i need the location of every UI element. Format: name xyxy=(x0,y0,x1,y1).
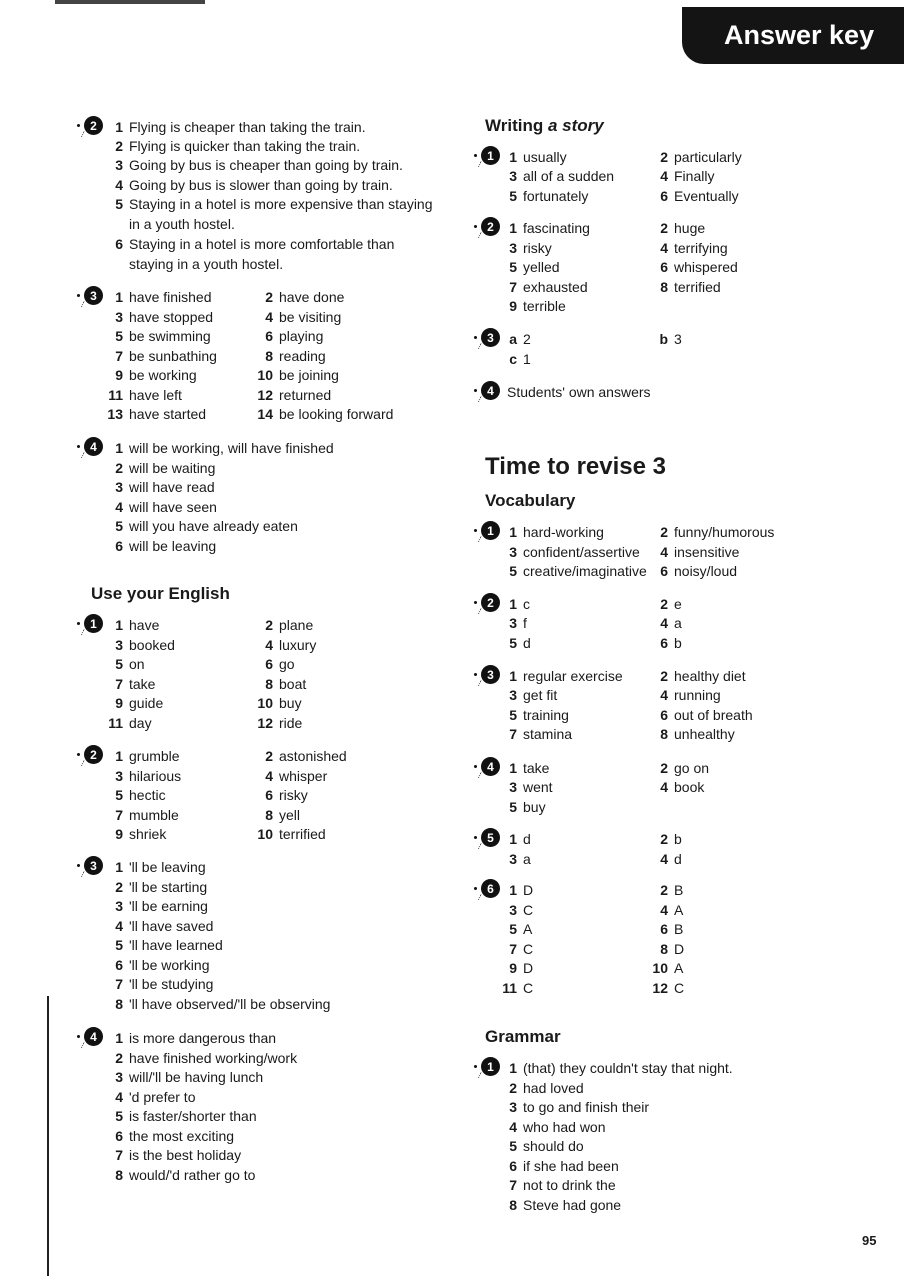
answer-item: 12 ride xyxy=(257,715,303,731)
answer-item: 1 grumble xyxy=(115,748,180,764)
answer-item: 8 unhealthy xyxy=(660,726,735,742)
tab-title: Answer key xyxy=(724,20,875,50)
exercise-badge: 1 xyxy=(84,614,103,633)
answer-item: 3 get fit xyxy=(509,687,558,703)
answer-item: 2 Flying is quicker than taking the train. xyxy=(115,138,361,154)
answer-item: 7 take xyxy=(115,676,156,692)
answer-item: 7 is the best holiday xyxy=(115,1147,242,1163)
answer-item: 6 playing xyxy=(265,328,324,344)
exercise-badge: 2 xyxy=(84,745,103,764)
answer-item: 2 will be waiting xyxy=(115,460,216,476)
answer-item: 1 have xyxy=(115,617,160,633)
answer-item: 6 if she had been xyxy=(509,1158,619,1174)
answer-item: 5 be swimming xyxy=(115,328,211,344)
exercise-badge: 3 xyxy=(84,286,103,305)
answer-item: 2 healthy diet xyxy=(660,668,746,684)
answer-item: 2 e xyxy=(660,596,682,612)
answer-item: 3 confident/assertive xyxy=(509,544,640,560)
answer-item: 5 A xyxy=(509,921,533,937)
section-heading: Use your English xyxy=(91,584,230,603)
answer-item: 2 b xyxy=(660,831,682,847)
answer-item: 2 'll be starting xyxy=(115,879,208,895)
answer-item: 8 reading xyxy=(265,348,326,364)
answer-item: 2 astonished xyxy=(265,748,347,764)
answer-item: 6 Staying in a hotel is more comfortable than staying in a youth hostel. xyxy=(115,236,395,272)
answer-item: 6 B xyxy=(660,921,684,937)
answer-item: 2 go on xyxy=(660,760,710,776)
answer-item: 6 risky xyxy=(265,787,308,803)
answer-item: 6 go xyxy=(265,656,295,672)
answer-item: 1 take xyxy=(509,760,550,776)
answer-item: 5 fortunately xyxy=(509,188,589,204)
answer-item: 2 have finished working/work xyxy=(115,1050,298,1066)
margin-bar xyxy=(47,996,49,1276)
answer-item: 7 be sunbathing xyxy=(115,348,217,364)
answer-item: 9 shriek xyxy=(115,826,167,842)
answer-item: a 2 xyxy=(509,331,531,347)
exercise-badge: 4 xyxy=(481,757,500,776)
answer-item: 3 have stopped xyxy=(115,309,214,325)
answer-item: 6 noisy/loud xyxy=(660,563,738,579)
answer-item: 5 yelled xyxy=(509,259,560,275)
answer-item: 8 would/'d rather go to xyxy=(115,1167,256,1183)
answer-item: 4 will have seen xyxy=(115,499,217,515)
answer-item: 4 'd prefer to xyxy=(115,1089,196,1105)
answer-item: 8 yell xyxy=(265,807,301,823)
answer-item: 5 'll have learned xyxy=(115,937,223,953)
section-title: Time to revise 3 xyxy=(485,453,666,480)
answer-item: 5 training xyxy=(509,707,569,723)
answer-item: 12 returned xyxy=(257,387,332,403)
answer-item: 8 'll have observed/'ll be observing xyxy=(115,996,331,1012)
answer-item: 10 buy xyxy=(257,695,302,711)
exercise-badge: 4 xyxy=(84,437,103,456)
answer-item: 2 B xyxy=(660,882,684,898)
answer-item: 1 regular exercise xyxy=(509,668,623,684)
top-rule xyxy=(55,0,205,4)
exercise-badge: 3 xyxy=(481,328,500,347)
answer-key-tab xyxy=(682,7,904,64)
exercise-badge: 3 xyxy=(481,665,500,684)
answer-item: c 1 xyxy=(509,351,531,367)
exercise-badge: 1 xyxy=(481,521,500,540)
answer-item: 1 have finished xyxy=(115,289,212,305)
answer-item: 4 terrifying xyxy=(660,240,728,256)
answer-item: 2 particularly xyxy=(660,149,742,165)
answer-item: 3 went xyxy=(509,779,553,795)
answer-item: 3 to go and finish their xyxy=(509,1099,650,1115)
answer-item: 6 will be leaving xyxy=(115,538,217,554)
answer-item: 4 whisper xyxy=(265,768,328,784)
answer-item: 3 will have read xyxy=(115,479,215,495)
answer-item: 1 'll be leaving xyxy=(115,859,206,875)
answer-item: 3 C xyxy=(509,902,534,918)
exercise-badge: 6 xyxy=(481,879,500,898)
answer-item: 5 hectic xyxy=(115,787,166,803)
answer-item: b 3 xyxy=(659,331,682,347)
answer-item: 6 b xyxy=(660,635,682,651)
answer-item: 2 plane xyxy=(265,617,314,633)
answer-item: 1 D xyxy=(509,882,534,898)
answer-item: 7 stamina xyxy=(509,726,573,742)
answer-item: Students' own answers xyxy=(507,384,651,400)
answer-item: 2 had loved xyxy=(509,1080,584,1096)
answer-item: 6 'll be working xyxy=(115,957,210,973)
answer-item: 4 who had won xyxy=(509,1119,606,1135)
section-heading: Writing a story xyxy=(485,116,604,135)
answer-item: 8 boat xyxy=(265,676,307,692)
answer-item: 5 is faster/shorter than xyxy=(115,1108,257,1124)
page-number: 95 xyxy=(862,1233,877,1248)
answer-item: 4 a xyxy=(660,615,682,631)
answer-item: 5 creative/imaginative xyxy=(509,563,647,579)
answer-item: 4 be visiting xyxy=(265,309,342,325)
answer-item: 10 be joining xyxy=(257,367,339,383)
answer-item: 3 will/'ll be having lunch xyxy=(115,1069,264,1085)
exercise-badge: 5 xyxy=(481,828,500,847)
section-heading: Vocabulary xyxy=(485,491,576,510)
answer-item: 10 A xyxy=(652,960,684,976)
exercise-badge: 3 xyxy=(84,856,103,875)
answer-item: 9 guide xyxy=(115,695,164,711)
answer-item: 1 will be working, will have finished xyxy=(115,440,334,456)
answer-item: 8 terrified xyxy=(660,279,721,295)
answer-item: 1 is more dangerous than xyxy=(115,1030,277,1046)
answer-item: 5 should do xyxy=(509,1138,584,1154)
answer-item: 4 insensitive xyxy=(660,544,740,560)
exercise-badge: 1 xyxy=(481,146,500,165)
answer-item: 11 day xyxy=(108,715,152,731)
answer-item: 4 Going by bus is slower than going by train. xyxy=(115,177,393,193)
answer-item: 4 book xyxy=(660,779,705,795)
answer-item: 2 have done xyxy=(265,289,345,305)
answer-item: 6 whispered xyxy=(660,259,738,275)
answer-item: 1 usually xyxy=(509,149,567,165)
answer-item: 2 huge xyxy=(660,220,706,236)
answer-item: 13 have started xyxy=(107,406,207,422)
answer-item: 3 Going by bus is cheaper than going by train. xyxy=(115,157,403,173)
answer-item: 6 Eventually xyxy=(660,188,739,204)
answer-item: 9 D xyxy=(509,960,534,976)
answer-item: 4 'll have saved xyxy=(115,918,214,934)
answer-item: 1 d xyxy=(509,831,531,847)
answer-item: 3 booked xyxy=(115,637,175,653)
answer-item: 3 f xyxy=(509,615,527,631)
answer-item: 5 d xyxy=(509,635,531,651)
answer-item: 3 all of a sudden xyxy=(509,168,615,184)
answer-item: 14 be looking forward xyxy=(257,406,394,422)
answer-item: 3 risky xyxy=(509,240,552,256)
answer-item: 8 Steve had gone xyxy=(509,1197,622,1213)
answer-item: 4 Finally xyxy=(660,168,715,184)
answer-item: 9 terrible xyxy=(509,298,566,314)
answer-item: 1 c xyxy=(509,596,530,612)
answer-item: 1 hard-working xyxy=(509,524,604,540)
answer-item: 6 out of breath xyxy=(660,707,753,723)
answer-item: 7 C xyxy=(509,941,534,957)
answer-item: 7 mumble xyxy=(115,807,179,823)
answer-item: 4 luxury xyxy=(265,637,317,653)
exercise-badge: 2 xyxy=(481,217,500,236)
section-heading: Grammar xyxy=(485,1027,561,1046)
answer-item: 3 a xyxy=(509,851,531,867)
answer-item: 5 Staying in a hotel is more expensive than staying in a youth hostel. xyxy=(115,196,433,232)
answer-item: 7 not to drink the xyxy=(509,1177,616,1193)
answer-item: 1 Flying is cheaper than taking the train. xyxy=(115,119,366,135)
answer-item: 7 'll be studying xyxy=(115,976,214,992)
answer-item: 1 fascinating xyxy=(509,220,590,236)
answer-item: 8 D xyxy=(660,941,685,957)
answer-item: 11 C xyxy=(502,980,534,996)
exercise-badge: 4 xyxy=(481,381,500,400)
exercise-badge: 2 xyxy=(481,593,500,612)
exercise-badge: 1 xyxy=(481,1057,500,1076)
answer-item: 10 terrified xyxy=(257,826,326,842)
answer-item: 4 A xyxy=(660,902,684,918)
answer-item: 6 the most exciting xyxy=(115,1128,235,1144)
answer-item: 12 C xyxy=(652,980,685,996)
answer-item: 4 d xyxy=(660,851,682,867)
answer-item: 11 have left xyxy=(108,387,182,403)
answer-item: 3 hilarious xyxy=(115,768,182,784)
answer-item: 5 on xyxy=(115,656,145,672)
answer-item: 4 running xyxy=(660,687,721,703)
answer-item: 9 be working xyxy=(115,367,197,383)
exercise-badge: 2 xyxy=(84,116,103,135)
answer-item: 5 buy xyxy=(509,799,546,815)
answer-item: 3 'll be earning xyxy=(115,898,208,914)
answer-item: 2 funny/humorous xyxy=(660,524,775,540)
answer-item: 7 exhausted xyxy=(509,279,588,295)
exercise-badge: 4 xyxy=(84,1027,103,1046)
answer-item: 5 will you have already eaten xyxy=(115,518,298,534)
answer-item: 1 (that) they couldn't stay that night. xyxy=(509,1060,733,1076)
